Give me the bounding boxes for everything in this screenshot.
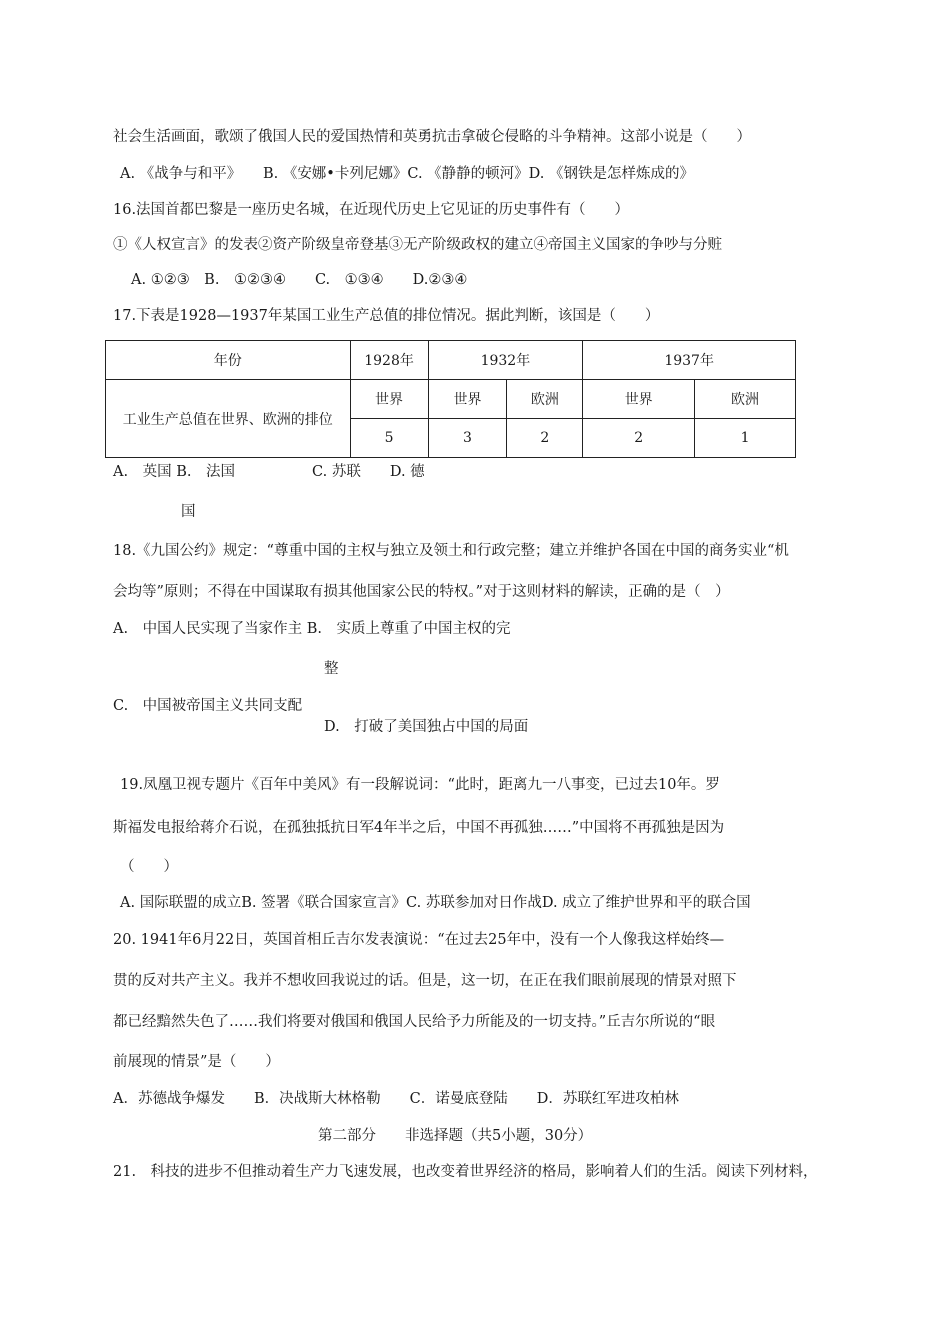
question-20-options: A．苏德战争爆发 B．决战斯大林格勒 C．诺曼底登陆 D．苏联红军进攻柏林 [113,1091,679,1107]
question-20-line3: 都已经黯然失色了……我们将要对俄国和俄国人民给予力所能及的一切支持。”丘吉尔所说的“眼 [113,1014,716,1030]
rank-cell: 5 [350,419,428,458]
question-18-line2: 会均等”原则；不得在中国谋取有损其他国家公民的特权。”对于这则材料的解读，正确的是（ ） [113,584,730,600]
question-19-line3: （ ） [120,859,178,875]
question-15-options: A. 《战争与和平》 B. 《安娜•卡列尼娜》C. 《静静的顿河》D. 《钢铁是怎样炼成的》 [120,166,694,182]
scope-cell: 欧洲 [507,380,583,419]
question-20-line1: 20. 1941年6月22日，英国首相丘吉尔发表演说：“在过去25年中，没有一个人像我这样始终— [113,932,725,948]
scope-cell: 世界 [583,380,695,419]
question-18-options-ab: A. 中国人民实现了当家作主 B. 实质上尊重了中国主权的完 [113,621,511,637]
year-1932-header: 1932年 [428,341,583,380]
question-18-option-d: D. 打破了美国独占中国的局面 [324,719,529,735]
rank-cell: 2 [583,419,695,458]
question-19-line2: 斯福发电报给蒋介石说，在孤独抵抗日军4年半之后，中国不再孤独……”中国将不再孤独是因为 [113,820,725,836]
rank-cell: 3 [428,419,507,458]
scope-cell: 欧洲 [695,380,796,419]
question-17: 17.下表是1928—1937年某国工业生产总值的排位情况。据此判断，该国是（ ） [113,308,660,324]
year-1937-header: 1937年 [583,341,796,380]
question-19-line1: 19.凤凰卫视专题片《百年中美风》有一段解说词：“此时，距离九一八事变，已过去10年。罗 [120,777,720,793]
question-20-line2: 贯的反对共产主义。我并不想收回我说过的话。但是，这一切，在正在我们眼前展现的情景对照下 [113,973,737,989]
year-1928-header: 1928年 [350,341,428,380]
row-label: 工业生产总值在世界、欧洲的排位 [106,380,351,458]
question-18-option-b-cont: 整 [324,661,339,677]
question-18-option-c: C. 中国被帝国主义共同支配 [113,698,303,714]
part-two-heading: 第二部分 非选择题（共5小题，30分） [318,1128,593,1144]
text-line: 社会生活画面，歌颂了俄国人民的爱国热情和英勇抗击拿破仑侵略的斗争精神。这部小说是（ ） [113,129,751,145]
question-19-options: A. 国际联盟的成立B. 签署《联合国家宣言》C. 苏联参加对日作战D. 成立了维护世界和平的联合国 [120,895,751,911]
question-17-options-cont: 国 [181,504,196,520]
question-17-options: A. 英国 B. 法国 C. 苏联 D. 德 [113,464,425,480]
question-16-items: ①《人权宣言》的发表②资产阶级皇帝登基③无产阶级政权的建立④帝国主义国家的争吵与分赃 [113,237,722,253]
question-18-line1: 18.《九国公约》规定：“尊重中国的主权与独立及领土和行政完整；建立并维护各国在中国的商务实业“机 [113,543,789,559]
rank-cell: 1 [695,419,796,458]
scope-cell: 世界 [350,380,428,419]
question-21: 21. 科技的进步不但推动着生产力飞速发展，也改变着世界经济的格局，影响着人们的生活。阅读下列材料， [113,1164,818,1180]
question-16-options: A. ①②③ B. ①②③④ C. ①③④ D.②③④ [131,272,468,288]
question-20-line4: 前展现的情景”是（ ） [113,1054,280,1070]
scope-cell: 世界 [428,380,507,419]
rank-cell: 2 [507,419,583,458]
ranking-table [105,340,796,458]
question-16: 16.法国首都巴黎是一座历史名城，在近现代历史上它见证的历史事件有（ ） [113,202,630,218]
year-header: 年份 [106,341,351,380]
